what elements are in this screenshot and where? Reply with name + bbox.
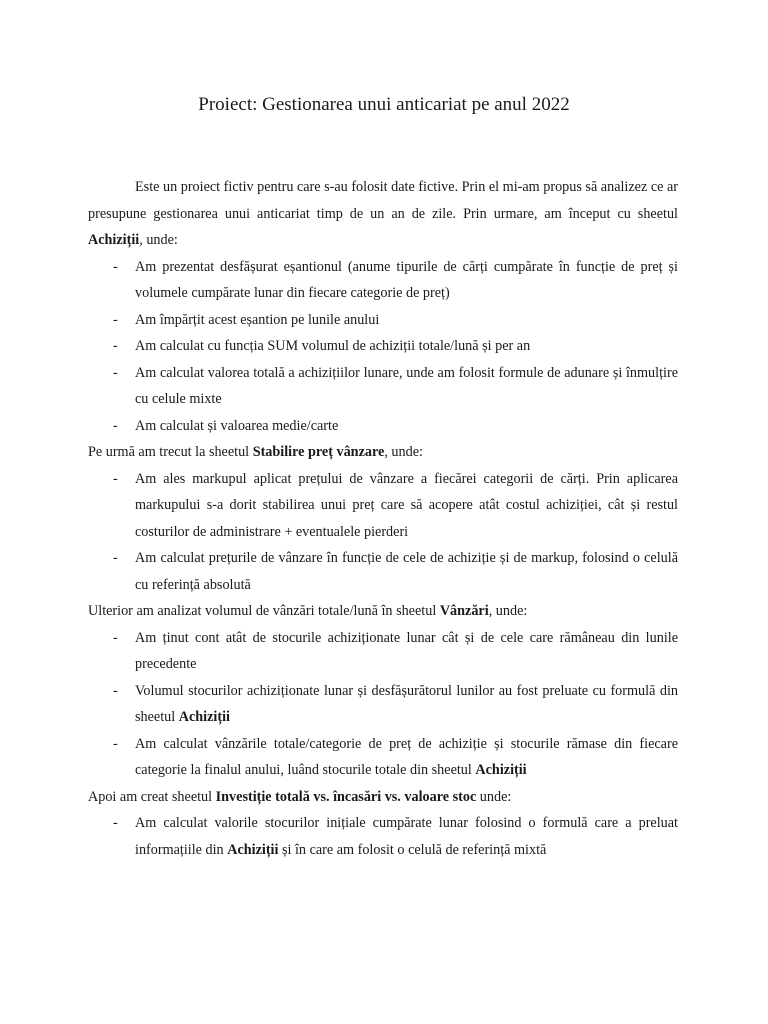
investitie-list xyxy=(88,810,678,863)
page-title: Proiect: Gestionarea unui anticariat pe anul 2022 xyxy=(198,94,570,115)
list-item: - Am ales markupul aplicat prețului de vânzare a fiecărei categorii de cărți. Prin aplicarea markupului s-a dorit stabilirea unui preț care să acopere atât costul achiziției, cât și restul costurilor de administrare + eventualele pierderi xyxy=(88,466,678,546)
intro-paragraph: Este un proiect fictiv pentru care s-au folosit date fictive. Prin el mi-am propus să analizez ce ar presupune gestionarea unui anticariat timp de un an de zile. Prin urmare, am început cu sheetul Achiziții, unde: xyxy=(88,179,678,248)
vanzari-paragraph: Ulterior am analizat volumul de vânzări totale/lună în sheetul Vânzări, unde: xyxy=(88,603,528,619)
pret-vanzare-list xyxy=(88,466,678,599)
list-item: - Am calculat prețurile de vânzare în funcție de cele de achiziție și de markup, folosind o celulă cu referință absolută xyxy=(88,545,678,598)
list-item: - Am calculat valorile stocurilor inițiale cumpărate lunar folosind o formulă care a preluat informațiile din Achiziții și în care am folosit o celulă de referință mixtă xyxy=(88,810,678,863)
investitie-paragraph: Apoi am creat sheetul Investiție totală vs. încasări vs. valoare stoc unde: xyxy=(88,788,512,805)
list-item: - Am calculat și valoarea medie/carte xyxy=(88,413,678,440)
achizitii-list xyxy=(88,254,678,440)
list-item: - Am împărțit acest eșantion pe lunile anului xyxy=(88,307,678,334)
list-item: - Am calculat vânzările totale/categorie de preț de achiziție și stocurile rămase din fiecare categorie la finalul anului, luând stocurile totale din sheetul Achiziții xyxy=(88,731,678,784)
list-item: - Volumul stocurilor achiziționate lunar și desfășurătorul lunilor au fost preluate cu formulă din sheetul Achiziții xyxy=(88,678,678,731)
document-body xyxy=(88,174,678,863)
list-item: - Am calculat valorea totală a achizițiilor lunare, unde am folosit formule de adunare și înmulțire cu celule mixte xyxy=(88,360,678,413)
list-item: - Am ținut cont atât de stocurile achiziționate lunar cât și de cele care rămâneau din lunile precedente xyxy=(88,625,678,678)
list-item: - Am prezentat desfășurat eșantionul (anume tipurile de cărți cumpărate în funcție de preț și volumele cumpărate lunar din fiecare categorie de preț) xyxy=(88,254,678,307)
list-item: - Am calculat cu funcția SUM volumul de achiziții totale/lună și per an xyxy=(88,333,678,360)
vanzari-list xyxy=(88,625,678,784)
pret-vanzare-paragraph: Pe urmă am trecut la sheetul Stabilire preț vânzare, unde: xyxy=(88,444,423,460)
